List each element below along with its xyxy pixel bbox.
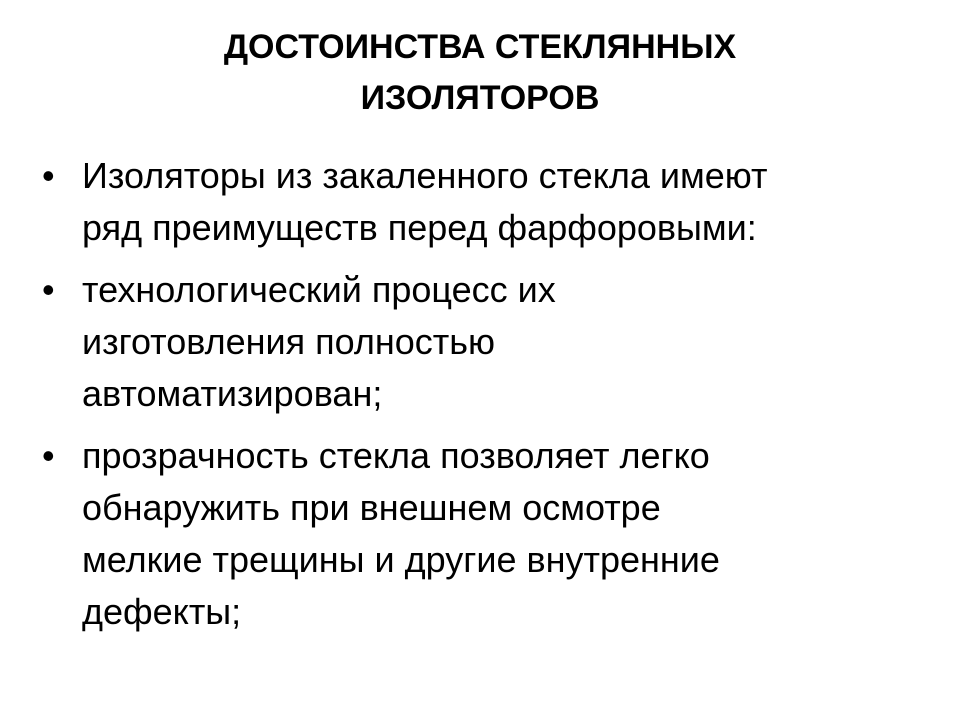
bullet-line: изготовления полностью bbox=[82, 321, 495, 362]
bullet-line: дефекты; bbox=[82, 591, 242, 632]
bullet-line: прозрачность стекла позволяет легко bbox=[82, 435, 710, 476]
bullet-item bbox=[40, 430, 920, 638]
bullet-text bbox=[82, 150, 920, 254]
slide-title-line: ДОСТОИНСТВА СТЕКЛЯННЫХ bbox=[223, 28, 737, 66]
bullet-icon: • bbox=[42, 269, 55, 310]
bullet-icon: • bbox=[42, 155, 55, 196]
slide-title bbox=[120, 22, 840, 124]
bullet-line: ряд преимуществ перед фарфоровыми: bbox=[82, 207, 757, 248]
bullet-icon: • bbox=[42, 435, 55, 476]
bullet-line: Изоляторы из закаленного стекла имеют bbox=[82, 155, 768, 196]
bullet-line: мелкие трещины и другие внутренние bbox=[82, 539, 720, 580]
bullet-line: технологический процесс их bbox=[82, 269, 556, 310]
bullet-list bbox=[40, 150, 920, 648]
bullet-line: автоматизирован; bbox=[82, 373, 383, 414]
slide-title-line: ИЗОЛЯТОРОВ bbox=[360, 79, 600, 117]
bullet-item bbox=[40, 264, 920, 420]
bullet-item bbox=[40, 150, 920, 254]
bullet-line: обнаружить при внешнем осмотре bbox=[82, 487, 661, 528]
bullet-text bbox=[82, 264, 920, 420]
bullet-text bbox=[82, 430, 920, 638]
